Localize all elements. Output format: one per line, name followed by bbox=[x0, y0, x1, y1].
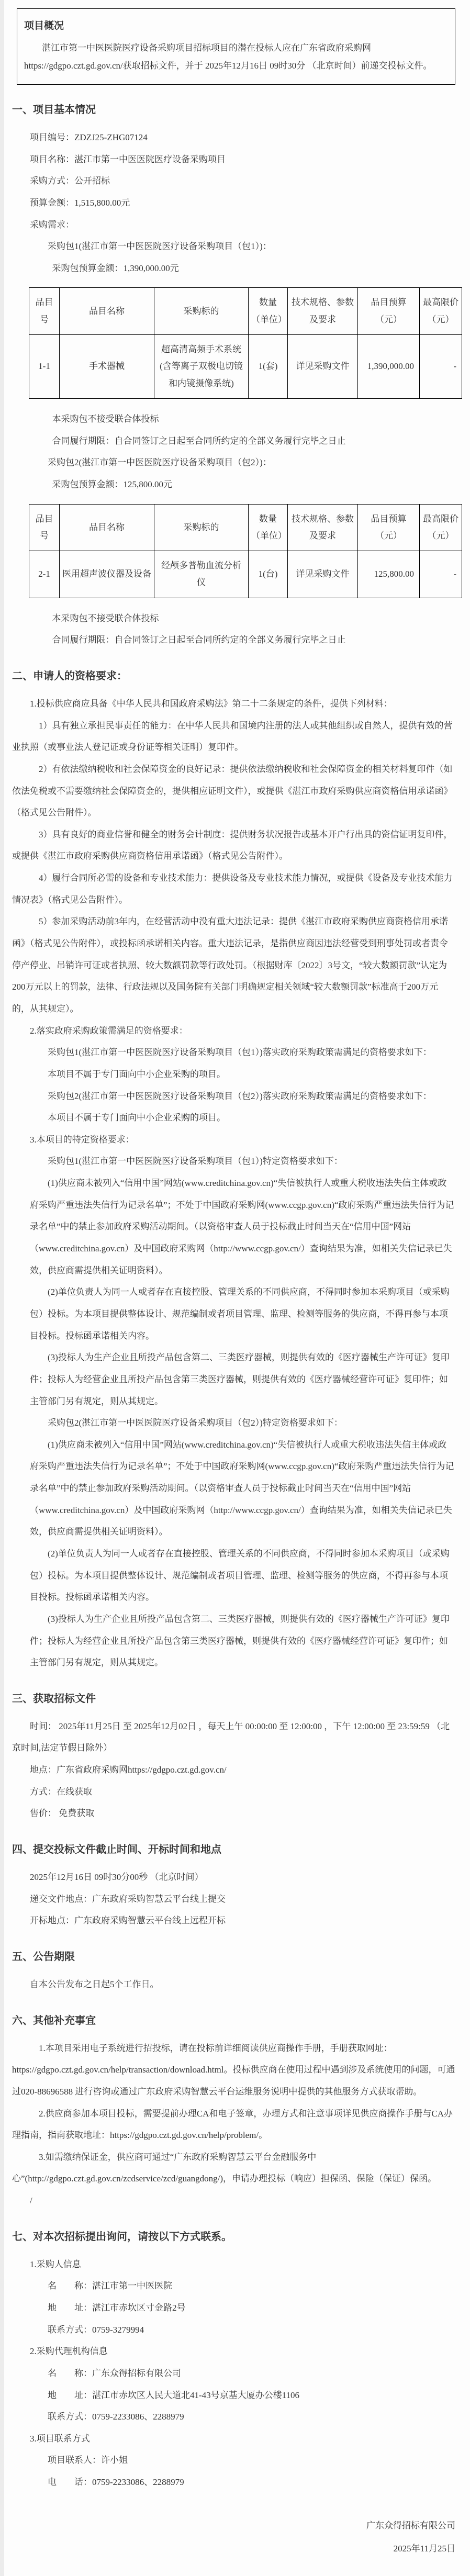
signature-block bbox=[12, 2514, 455, 2560]
policy-package2-body: 本项目不属于专门面向中小企业采购的项目。 bbox=[48, 1113, 226, 1123]
demand-label: 采购需求： bbox=[30, 219, 74, 230]
cell-spec: 详见采购文件 bbox=[288, 551, 358, 598]
agent-address-line: 地 址：湛江市赤坎区人民大道北41-43号京基大厦办公楼1106 bbox=[48, 2390, 300, 2400]
policy-package2-title: 采购包2(湛江市第一中医医院医疗设备采购项目（包2）)落实政府采购政策需满足的资格要求如下： bbox=[48, 1091, 432, 1101]
col-max-price: 最高限价（元） bbox=[420, 504, 462, 551]
specific-package1-title: 采购包1(湛江市第一中医医院医疗设备采购项目（包1）)特定资格要求如下： bbox=[48, 1156, 343, 1167]
qualification-item-5: 5）参加采购活动前3年内，在经营活动中没有重大违法记录：提供《湛江市政府采购供应商资格信用承诺函》（格式见公告附件），或投标函承诺相关内容。重大违法记录，是指供应商因违法经营受到刑事处罚或者责令停产停业、吊销许可证或者执照、较大数额罚款等行政处罚。（根据财库〔2022〕3号文，“较大数额罚款”认定为200万元以上的罚款，法律、行政法规以及国务院有关部门明确规定相关领域“较大数额罚款”标准高于200万元的，从其规定）。 bbox=[12, 916, 448, 1014]
table-header-row bbox=[29, 288, 462, 335]
doc-price-line: 售价： 免费获取 bbox=[30, 1808, 95, 1819]
qualification-item-1: 1）具有独立承担民事责任的能力：在中华人民共和国境内注册的法人或其他组织或自然人，提供有效的营业执照（或事业法人登记证或身份证等相关证明）复印件。 bbox=[12, 720, 453, 753]
cell-item-no: 1-1 bbox=[29, 335, 60, 399]
package1-budget: 采购包预算金额：1,390,000.00元 bbox=[52, 263, 179, 273]
qualification-item-3: 3）具有良好的商业信誉和健全的财务会计制度：提供财务状况报告或基本开户行出具的资信证明复印件，或提供《湛江市政府采购供应商资格信用承诺函》（格式见公告附件）。 bbox=[12, 829, 453, 861]
qualification-item-4: 4）履行合同所必需的设备和专业技术能力：提供设备及专业技术能力情况，或提供《设备及专业技术能力情况表》（格式见公告附件）。 bbox=[12, 873, 453, 905]
package2-budget: 采购包预算金额：125,800.00元 bbox=[52, 479, 172, 489]
table-row bbox=[29, 335, 462, 399]
cell-max-price: - bbox=[420, 551, 462, 598]
page-left-margin bbox=[0, 0, 4, 2576]
table-row bbox=[29, 551, 462, 598]
specific-package2-item-1: (1)供应商未被列入“信用中国”网站(www.creditchina.gov.cn)“失信被执行人或重大税收违法失信主体或政府采购严重违法失信行为记录名单”；不处于中国政府采购网(www.ccgp.gov.cn)“政府采购严重违法失信行为记录名单”中的禁止参加政府采购活动期间。（以资格审查人员于投标截止时间当天在“信用中国”网站（www.creditchina.gov.cn）及中国政府采购网（http://www.ccgp.gov.cn/）查询结果为准，如相关失信记录已失效，供应商需提供相关证明资料）。 bbox=[30, 1439, 454, 1537]
supplement-item-1: 1.本项目采用电子系统进行招投标，请在投标前详细阅读供应商操作手册，手册获取网址：https://gdgpo.czt.gd.gov.cn/help/transaction/download.html。投标供应商在使用过程中遇到涉及系统使用的问题，可通过020-88696588 进行咨询或通过广东政府采购智慧云平台运维服务说明中提供的其他服务方式获取帮助。 bbox=[12, 2043, 455, 2097]
buyer-name-line: 名 称：湛江市第一中医医院 bbox=[48, 2281, 172, 2291]
package1-no-joint-note: 本采购包不接受联合体投标 bbox=[52, 413, 159, 424]
project-contact-person-line: 项目联系人：许小姐 bbox=[48, 2455, 128, 2466]
qualification-item-2: 2）有依法缴纳税收和社会保障资金的良好记录：提供依法缴纳税收和社会保障资金的相关材料复印件（如依法免税或不需要缴纳社会保障资金的，提供相应证明文件），或提供《湛江市政府采购供应商资格信用承诺函》（格式见公告附件）。 bbox=[12, 764, 453, 818]
cell-item-name: 手术器械 bbox=[60, 335, 154, 399]
col-spec: 技术规格、参数及要求 bbox=[288, 288, 358, 335]
cell-subject: 经颅多普勒血流分析仪 bbox=[154, 551, 249, 598]
specific-package1-item-2: (2)单位负责人为同一人或者存在直接控股、管理关系的不同供应商，不得同时参加本采购项目（或采购包）投标。为本项目提供整体设计、规范编制或者项目管理、监理、检测等服务的供应商，不得再参与本项目投标。投标函承诺相关内容。 bbox=[30, 1287, 450, 1341]
cell-max-price: - bbox=[420, 335, 462, 399]
cell-subject: 超高清高频手术系统(含等离子双极电切镜和内镜摄像系统) bbox=[154, 335, 249, 399]
agent-name-line: 名 称：广东众得招标有限公司 bbox=[48, 2368, 181, 2378]
overview-body: 湛江市第一中医医院医疗设备采购项目招标项目的潜在投标人应在广东省政府采购网https://gdgpo.czt.gd.gov.cn/获取招标文件，并于 2025年12月16日 09时30分 （北京时间）前递交投标文件。 bbox=[24, 43, 432, 71]
col-item-no: 品目号 bbox=[29, 288, 60, 335]
section5-heading: 五、公告期限 bbox=[12, 1951, 75, 1963]
project-name-line: 项目名称：湛江市第一中医医院医疗设备采购项目 bbox=[30, 154, 226, 164]
agent-info-title: 2.采购代理机构信息 bbox=[30, 2346, 108, 2357]
policy-package1-body: 本项目不属于专门面向中小企业采购的项目。 bbox=[48, 1069, 226, 1079]
project-contact-phone-line: 电 话：0759-2233086、2288979 bbox=[48, 2477, 184, 2488]
col-item-no: 品目号 bbox=[29, 504, 60, 551]
specific-package2-item-2: (2)单位负责人为同一人或者存在直接控股、管理关系的不同供应商，不得同时参加本采购项目（或采购包）投标。为本项目提供整体设计、规范编制或者项目管理、监理、检测等服务的供应商，不得再参与本项目投标。投标函承诺相关内容。 bbox=[30, 1548, 450, 1603]
package1-contract-term: 合同履行期限：自合同签订之日起至合同所约定的全部义务履行完毕之日止 bbox=[52, 435, 346, 446]
col-budget: 品目预算（元） bbox=[358, 288, 420, 335]
section6-heading: 六、其他补充事宜 bbox=[12, 2014, 96, 2026]
procurement-method-line: 采购方式：公开招标 bbox=[30, 176, 110, 186]
doc-time-line: 时间： 2025年11月25日 至 2025年12月02日 ，每天上午 00:00:00 至 12:00:00 ，下午 12:00:00 至 23:59:59 （北京时间,法定节假日除外） bbox=[12, 1721, 450, 1753]
policy-title: 2.落实政府采购政策需满足的资格要求： bbox=[30, 1025, 188, 1036]
col-subject: 采购标的 bbox=[154, 288, 249, 335]
signature-date: 2025年11月25日 bbox=[393, 2543, 455, 2553]
section1-heading: 一、项目基本情况 bbox=[12, 104, 96, 116]
col-budget: 品目预算（元） bbox=[358, 504, 420, 551]
specific-package2-item-3: (3)投标人为生产企业且所投产品包含第二、三类医疗器械，则提供有效的《医疗器械生产许可证》复印件；投标人为经营企业且所投产品包含第三类医疗器械，则提供有效的《医疗器械经营许可证》复印件；如主管部门另有规定，则从其规定。 bbox=[30, 1614, 450, 1668]
cell-quantity: 1(台) bbox=[249, 551, 288, 598]
announcement-period-line: 自本公告发布之日起5个工作日。 bbox=[30, 1979, 159, 1989]
qualification-intro: 1.投标供应商应具备《中华人民共和国政府采购法》第二十二条规定的条件，提供下列材料： bbox=[30, 699, 393, 709]
specific-package1-item-3: (3)投标人为生产企业且所投产品包含第二、三类医疗器械，则提供有效的《医疗器械生产许可证》复印件；投标人为经营企业且所投产品包含第三类医疗器械，则提供有效的《医疗器械经营许可证》复印件；如主管部门另有规定，则从其规定。 bbox=[30, 1352, 450, 1406]
package2-title: 采购包2(湛江市第一中医医院医疗设备采购项目（包2）)： bbox=[48, 457, 272, 468]
overview-title: 项目概况 bbox=[24, 20, 64, 31]
section3-heading: 三、获取招标文件 bbox=[12, 1693, 96, 1705]
agent-contact-line: 联系方式：0759-2233086、2288979 bbox=[48, 2412, 184, 2422]
supplement-slash-line: / bbox=[30, 2196, 32, 2206]
cell-budget: 1,390,000.00 bbox=[358, 335, 420, 399]
col-max-price: 最高限价（元） bbox=[420, 288, 462, 335]
doc-place-line: 地点：广东省政府采购网https://gdgpo.czt.gd.gov.cn/ bbox=[30, 1765, 227, 1775]
package2-contract-term: 合同履行期限：自合同签订之日起至合同所约定的全部义务履行完毕之日止 bbox=[52, 635, 346, 645]
col-subject: 采购标的 bbox=[154, 504, 249, 551]
project-number-line: 项目编号：ZDZJ25-ZHG07124 bbox=[30, 132, 148, 142]
package1-title: 采购包1(湛江市第一中医医院医疗设备采购项目（包1）)： bbox=[48, 241, 272, 252]
package2-no-joint-note: 本采购包不接受联合体投标 bbox=[52, 613, 159, 623]
cell-budget: 125,800.00 bbox=[358, 551, 420, 598]
budget-line: 预算金额：1,515,800.00元 bbox=[30, 197, 130, 208]
specific-title: 3.本项目的特定资格要求： bbox=[30, 1134, 135, 1145]
cell-item-name: 医用超声波仪器及设备 bbox=[60, 551, 154, 598]
col-spec: 技术规格、参数及要求 bbox=[288, 504, 358, 551]
bid-deadline-line: 2025年12月16日 09时30分00秒 （北京时间） bbox=[30, 1872, 204, 1883]
supplement-item-3: 3.如需缴纳保证金，供应商可通过“广东政府采购智慧云平台金融服务中心”(http://gdgpo.czt.gd.gov.cn/zcdservice/zcd/guangdong/)，申请办理投标（响应）担保函、保险（保证）保函。 bbox=[12, 2152, 437, 2184]
buyer-contact-line: 联系方式：0759-3279994 bbox=[48, 2324, 144, 2335]
supplement-item-2: 2.供应商参加本项目投标，需要提前办理CA和电子签章，办理方式和注意事项详见供应商操作手册与CA办理指南，指南获取地址：https://gdgpo.czt.gd.gov.cn/help/problem/。 bbox=[12, 2108, 453, 2141]
project-overview-box bbox=[17, 8, 455, 85]
col-item-name: 品目名称 bbox=[60, 504, 154, 551]
col-item-name: 品目名称 bbox=[60, 288, 154, 335]
doc-method-line: 方式：在线获取 bbox=[30, 1786, 92, 1797]
section7-heading: 七、对本次招标提出询问，请按以下方式联系。 bbox=[12, 2231, 232, 2243]
buyer-info-title: 1.采购人信息 bbox=[30, 2259, 81, 2269]
cell-spec: 详见采购文件 bbox=[288, 335, 358, 399]
table-header-row bbox=[29, 504, 462, 551]
cell-quantity: 1(套) bbox=[249, 335, 288, 399]
section2-heading: 二、申请人的资格要求： bbox=[12, 670, 127, 682]
policy-package1-title: 采购包1(湛江市第一中医医院医疗设备采购项目（包1）)落实政府采购政策需满足的资格要求如下： bbox=[48, 1047, 432, 1058]
package1-items-table bbox=[29, 287, 462, 398]
project-contact-title: 3.项目联系方式 bbox=[30, 2433, 90, 2444]
col-quantity: 数量（单位） bbox=[249, 504, 288, 551]
signature-org: 广东众得招标有限公司 bbox=[366, 2520, 455, 2530]
section4-heading: 四、提交投标文件截止时间、开标时间和地点 bbox=[12, 1844, 221, 1856]
specific-package2-title: 采购包2(湛江市第一中医医院医疗设备采购项目（包2）)特定资格要求如下： bbox=[48, 1418, 343, 1428]
open-place-line: 开标地点：广东政府采购智慧云平台线上远程开标 bbox=[30, 1916, 226, 1926]
package2-items-table bbox=[29, 504, 462, 598]
cell-item-no: 2-1 bbox=[29, 551, 60, 598]
buyer-address-line: 地 址：湛江市赤坎区寸金路2号 bbox=[48, 2303, 186, 2313]
col-quantity: 数量（单位） bbox=[249, 288, 288, 335]
specific-package1-item-1: (1)供应商未被列入“信用中国”网站(www.creditchina.gov.cn)“失信被执行人或重大税收违法失信主体或政府采购严重违法失信行为记录名单”；不处于中国政府采购网(www.ccgp.gov.cn)“政府采购严重违法失信行为记录名单”中的禁止参加政府采购活动期间。（以资格审查人员于投标截止时间当天在“信用中国”网站（www.creditchina.gov.cn）及中国政府采购网（http://www.ccgp.gov.cn/）查询结果为准，如相关失信记录已失效，供应商需提供相关证明资料）。 bbox=[30, 1178, 454, 1275]
submit-place-line: 递交文件地点：广东政府采购智慧云平台线上提交 bbox=[30, 1894, 226, 1904]
